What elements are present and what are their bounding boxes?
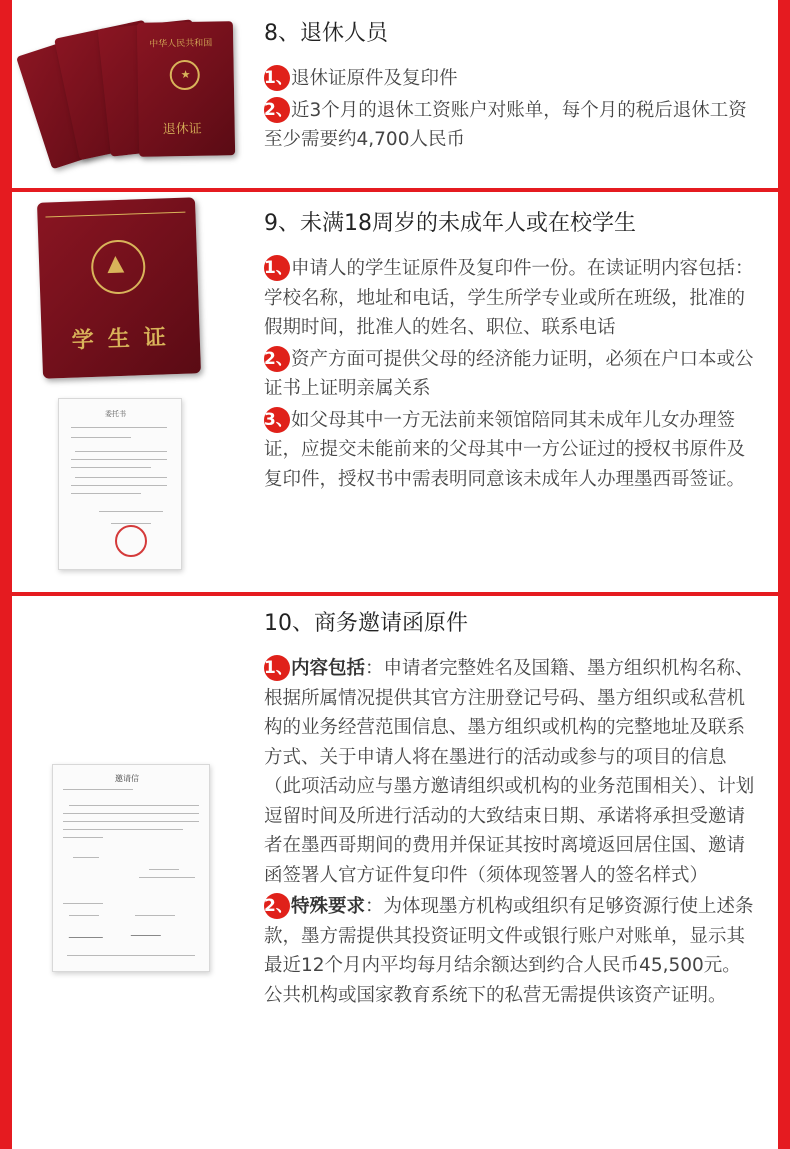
authorization-letter-image bbox=[58, 398, 182, 570]
requirement-text: ：申请者完整姓名及国籍、墨方组织机构名称、根据所属情况提供其官方注册登记号码、墨方组织或私营机构的业务经营范围信息、墨方组织或机构的完整地址及联系方式、关于申请人将在墨进行的活动或参与的项目的信息（此项活动应与墨方邀请组织或机构的业务范围相关）、计划逗留时间及所进行活动的大致结束日期、承诺将承担受邀请者在墨西哥期间的费用并保证其按时离境返回居住国、邀请函签署人官方证件复印件（须体现签署人的签名样式） bbox=[264, 658, 755, 886]
number-badge: 1、 bbox=[264, 65, 290, 91]
section-heading: 9、未满18周岁的未成年人或在校学生 bbox=[264, 211, 636, 236]
school-emblem-icon: ▲ bbox=[90, 239, 146, 295]
student-card-image bbox=[40, 200, 200, 380]
requirement-text: 近3个月的退休工资账户对账单，每个月的税后退休工资至少需要约4,700人民币 bbox=[264, 99, 747, 150]
signature-scribble-icon bbox=[131, 923, 166, 936]
requirement-label: 特殊要求 bbox=[291, 896, 366, 917]
requirement-item bbox=[264, 654, 758, 890]
requirement-text: 如父母其中一方无法前来领馆陪同其未成年儿女办理签证，应提交未能前来的父母其中一方公证过的授权书原件及复印件，授权书中需表明同意该未成年人办理墨西哥签证。 bbox=[264, 409, 746, 490]
national-emblem-icon: ★ bbox=[169, 60, 200, 91]
number-badge: 2、 bbox=[264, 346, 290, 372]
section-business-invitation bbox=[12, 596, 778, 1149]
student-card-cover-text: 学生证 bbox=[71, 323, 181, 354]
certificate-caption: 中华人民共和国 bbox=[149, 38, 213, 50]
requirement-label: 内容包括 bbox=[291, 658, 366, 679]
number-badge: 3、 bbox=[264, 407, 290, 433]
requirement-text: 申请人的学生证原件及复印件一份。在读证明内容包括：学校名称，地址和电话，学生所学专业或所在班级，批准的假期时间，批准人的姓名、职位、联系电话 bbox=[264, 258, 754, 338]
section-heading: 8、退休人员 bbox=[264, 21, 388, 46]
invitation-letter-image bbox=[52, 764, 210, 972]
number-badge: 2、 bbox=[264, 97, 290, 123]
official-seal-icon bbox=[115, 525, 147, 557]
invitation-letter-title: 邀请信 bbox=[115, 774, 139, 783]
section-minor-student bbox=[12, 192, 778, 592]
requirement-item bbox=[264, 406, 758, 495]
number-badge: 1、 bbox=[264, 655, 290, 681]
requirement-item bbox=[264, 345, 758, 404]
section-heading: 10、商务邀请函原件 bbox=[264, 611, 468, 636]
requirement-item bbox=[264, 64, 758, 94]
requirement-item bbox=[264, 254, 758, 343]
requirement-text: ：为体现墨方机构或组织有足够资源行使上述条款，墨方需提供其投资证明文件或银行账户对账单，显示其最近12个月内平均每月结余额达到约合人民币45,500元。公共机构或国家教育系统下的私营无需提供该资产证明。 bbox=[264, 896, 754, 1006]
number-badge: 2、 bbox=[264, 893, 290, 919]
authorization-letter-title: 委托书 bbox=[105, 410, 126, 418]
number-badge: 1、 bbox=[264, 255, 290, 281]
requirement-text: 退休证原件及复印件 bbox=[291, 68, 458, 89]
requirement-item bbox=[264, 96, 758, 155]
requirement-text: 资产方面可提供父母的经济能力证明，必须在户口本或公证书上证明亲属关系 bbox=[264, 348, 754, 399]
signature-scribble-icon bbox=[69, 925, 108, 938]
certificate-cover-text: 退休证 bbox=[162, 121, 202, 138]
section-retired bbox=[12, 0, 778, 188]
requirement-item bbox=[264, 892, 758, 1010]
retirement-certificate-image bbox=[26, 18, 236, 170]
